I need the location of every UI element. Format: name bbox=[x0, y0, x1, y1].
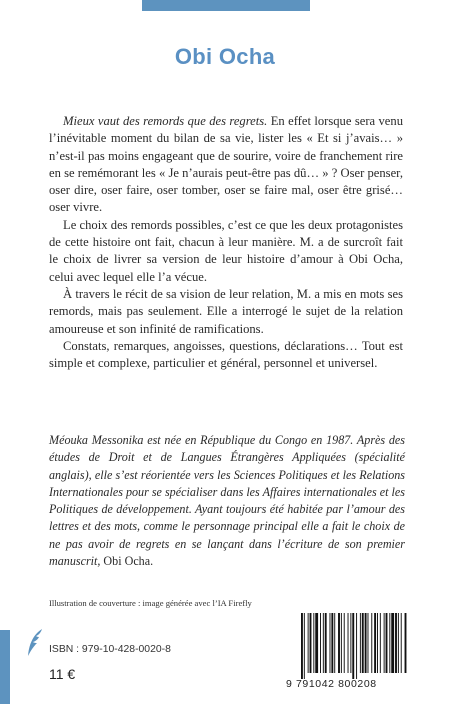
blurb-paragraph-2: Le choix des remords possibles, c’est ce que les deux protagonistes de cette histoire ont fait, chacun à leur manière. M. a de surcroît fait le choix de livrer sa version de leur histoire d’amour à Obi Ocha, celui avec lequel elle l’a vécue. bbox=[49, 217, 403, 284]
isbn-number: ISBN : 979-10-428-0020-8 bbox=[49, 644, 171, 655]
blurb-paragraph-1 bbox=[49, 113, 403, 217]
left-accent-bar bbox=[0, 630, 10, 704]
barcode-digits: 9 791042 800208 bbox=[286, 678, 377, 690]
cover-illustration-credit: Illustration de couverture : image générée avec l’IA Firefly bbox=[49, 598, 252, 608]
author-bio-paragraph bbox=[49, 432, 405, 570]
quill-logo-icon bbox=[25, 628, 47, 658]
author-bio-end: . bbox=[150, 554, 154, 569]
top-accent-bar bbox=[142, 0, 310, 11]
blurb-tagline: Mieux vaut des remords que des regrets. bbox=[63, 114, 268, 128]
back-cover-blurb bbox=[49, 113, 403, 372]
blurb-paragraph-3: À travers le récit de sa vision de leur relation, M. a mis en mots ses remords, mais pas seulement. Elle a interrogé le sujet de la relation amoureuse et son infinité de ramifications. bbox=[49, 286, 403, 336]
blurb-p1-text: En effet lorsque sera venu l’inévitable moment du bilan de sa vie, lister les « Et si j’avais… » n’est-il pas moins engageant que de sourire, voire de franchement rire en se remémorant les « Je n’aurais peut-être pas dû… » ? Oser penser, oser dire, oser faire, oser tomber, oser se faire mal, oser être grisé… oser vivre. bbox=[49, 114, 403, 215]
author-bio-text: Méouka Messonika est née en République du Congo en 1987. Après des études de Droit et de Langues Étrangères Appliquées (spécialité anglais), elle s’est réorientée vers les Sciences Politiques et les Relations Internationales pour se spécialiser dans les Affaires internationales et les Politiques de développement. Ayant toujours été habitée par l’amour des lettres et des mots, comme le personnage principal elle a fait le choix de ne pas avoir de regrets en se lançant dans l’écriture de son premier manuscrit, bbox=[49, 433, 405, 569]
book-title: Obi Ocha bbox=[174, 44, 276, 69]
author-bio-book-title: Obi Ocha bbox=[103, 554, 151, 569]
price: 11 € bbox=[49, 666, 76, 682]
author-bio bbox=[49, 432, 405, 570]
blurb-paragraph-4: Constats, remarques, angoisses, questions, déclarations… Tout est simple et complexe, particulier et général, personnel et universel. bbox=[49, 338, 403, 371]
